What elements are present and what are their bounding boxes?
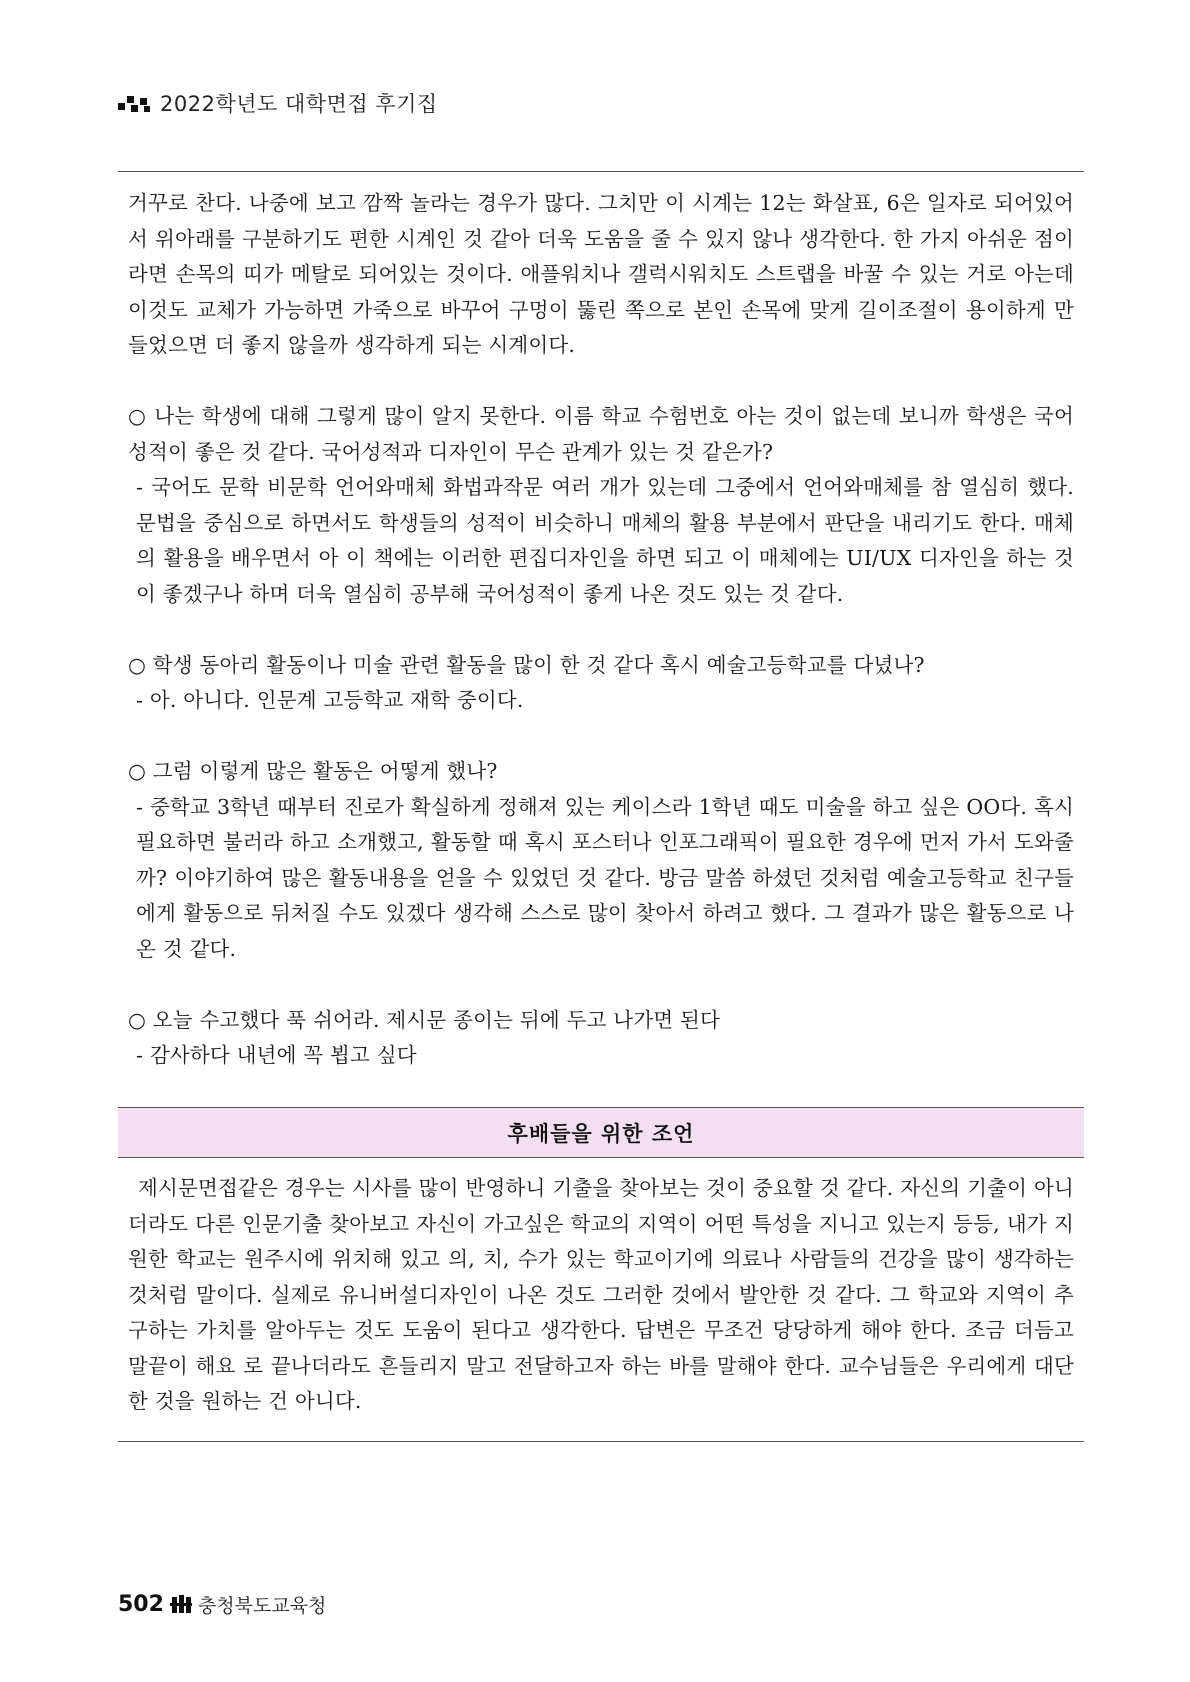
page-footer bbox=[118, 1591, 326, 1618]
interview-body bbox=[128, 186, 1074, 1074]
header-divider bbox=[118, 171, 1084, 172]
advice-section-title bbox=[118, 1107, 1084, 1158]
advice-paragraph: 제시문면접같은 경우는 시사를 많이 반영하니 기출을 찾아보는 것이 중요할 것 같다. 자신의 기출이 아니더라도 다른 인문기출 찾아보고 자신이 가고싶은 학교의 지역이 어떤 특성을 지니고 있는지 등등, 내가 지원한 학교는 원주시에 위치해 있고 의, 치, 수가 있는 학교이기에 의료나 사람들의 건강을 많이 생각하는 것처럼 말이다. 실제로 유니버설디자인이 나온 것도 그러한 것에서 발안한 것 같다. 그 학교와 지역이 추구하는 가치를 알아두는 것도 도움이 된다고 생각한다. 답변은 무조건 당당하게 해야 한다. 조금 더듬고 말끝이 해요 로 끝나더라도 흔들리지 말고 전달하고자 하는 바를 말해야 한다. 교수님들은 우리에게 대단한 것을 원하는 건 아니다. bbox=[128, 1176, 1074, 1413]
footer-divider bbox=[118, 1441, 1084, 1442]
answer-1: - 국어도 문학 비문학 언어와매체 화법과작문 여러 개가 있는데 그중에서 언어와매체를 참 열심히 했다. 문법을 중심으로 하면서도 학생들의 성적이 비슷하니 매체의 활용 부분에서 판단을 내리기도 한다. 매체의 활용을 배우면서 아 이 책에는 이러한 편집디자인을 하면 되고 이 매체에는 UI/UX 디자인을 하는 것이 좋겠구나 하며 더욱 열심히 공부해 국어성적이 좋게 나온 것도 있는 것 같다. bbox=[136, 475, 1074, 606]
advice-title: 후배들을 위한 조언 bbox=[507, 1121, 695, 1146]
question-4: ○ 오늘 수고했다 푹 쉬어라. 제시문 종이는 뒤에 두고 나가면 된다 bbox=[128, 1007, 721, 1032]
question-3: ○ 그럼 이렇게 많은 활동은 어떻게 했나? bbox=[128, 759, 498, 783]
header-blocks-icon bbox=[118, 94, 152, 112]
running-header bbox=[118, 88, 438, 118]
advice-body bbox=[128, 1171, 1074, 1420]
page-number: 502 bbox=[118, 1592, 164, 1617]
answer-4: - 감사하다 내년에 꼭 뵙고 싶다 bbox=[136, 1043, 417, 1067]
organization-name: 충청북도교육청 bbox=[197, 1595, 327, 1617]
answer-3: - 중학교 3학년 때부터 진로가 확실하게 정해져 있는 케이스라 1학년 때도 미술을 하고 싶은 OO다. 혹시 필요하면 불러라 하고 소개했고, 활동할 때 혹시 포스터나 인포그래픽이 필요한 경우에 먼저 가서 도와줄까? 이야기하여 많은 활동내용을 얻을 수 있었던 것 같다. 방금 말씀 하셨던 것처럼 예술고등학교 친구들에게 활동으로 뒤처질 수도 있겠다 생각해 스스로 많이 찾아서 하려고 했다. 그 결과가 많은 활동으로 나온 것 같다. bbox=[136, 794, 1074, 961]
question-1: ○ 나는 학생에 대해 그렇게 많이 알지 못한다. 이름 학교 수험번호 아는 것이 없는데 보니까 학생은 국어성적이 좋은 것 같다. 국어성적과 디자인이 무슨 관계가 있는 것 같은가? bbox=[128, 404, 1074, 464]
education-office-logo-icon bbox=[170, 1594, 192, 1616]
header-title: 2022학년도 대학면접 후기집 bbox=[160, 92, 438, 116]
intro-paragraph: 거꾸로 찬다. 나중에 보고 깜짝 놀라는 경우가 많다. 그치만 이 시계는 12는 화살표, 6은 일자로 되어있어서 위아래를 구분하기도 편한 시계인 것 같아 더욱 도움을 줄 수 있지 않나 생각한다. 한 가지 아쉬운 점이라면 손목의 띠가 메탈로 되어있는 것이다. 애플워치나 갤럭시워치도 스트랩을 바꿀 수 있는 거로 아는데 이것도 교체가 가능하면 가죽으로 바꾸어 구멍이 뚫린 쪽으로 본인 손목에 맞게 길이조절이 용이하게 만들었으면 더 좋지 않을까 생각하게 되는 시계이다. bbox=[128, 191, 1074, 357]
question-2: ○ 학생 동아리 활동이나 미술 관련 활동을 많이 한 것 같다 혹시 예술고등학교를 다녔나? bbox=[128, 652, 925, 677]
answer-2: - 아. 아니다. 인문계 고등학교 재학 중이다. bbox=[136, 688, 524, 712]
